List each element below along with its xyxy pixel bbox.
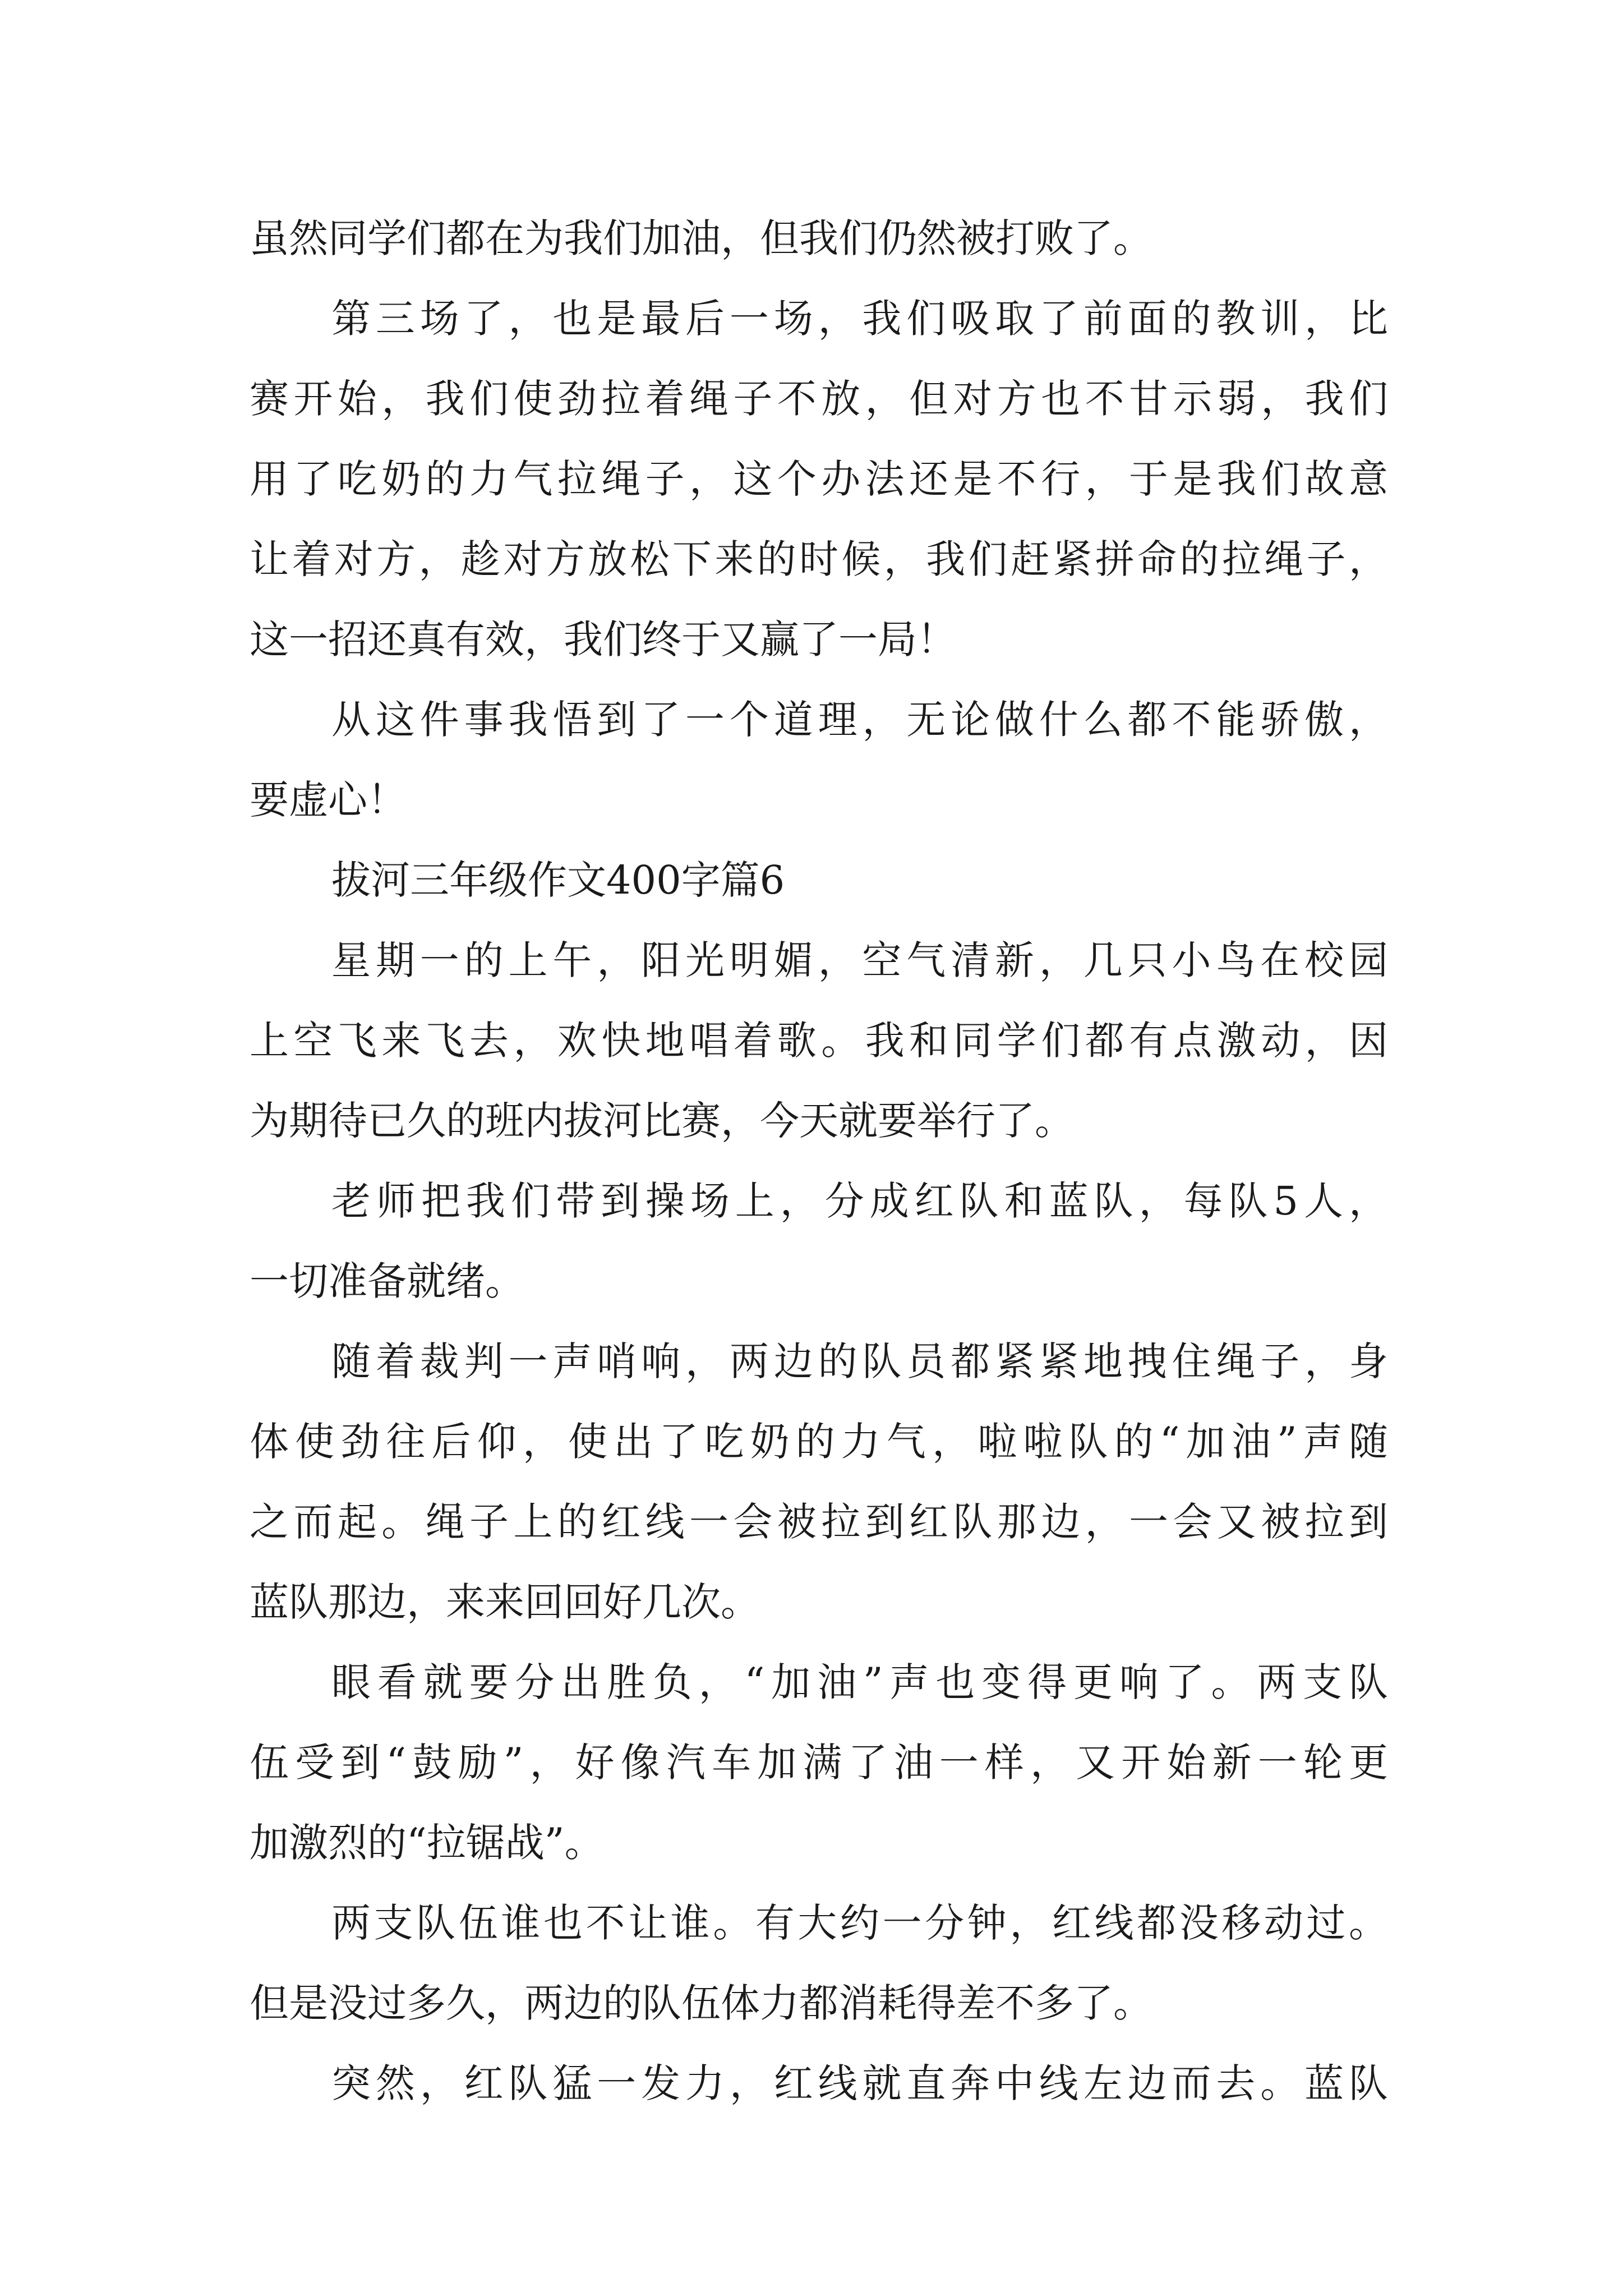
text-line: 眼看就要分出胜负，“加油”声也变得更响了。两支队 [331,1659,1388,1705]
text-line: 之而起。绳子上的红线一会被拉到红队那边，一会又被拉到 [250,1499,1388,1545]
text-line: 蓝队那边，来来回回好几次。 [250,1579,760,1625]
text-line: 体使劲往后仰，使出了吃奶的力气，啦啦队的“加油”声随 [250,1419,1388,1465]
text-line: 随着裁判一声哨响，两边的队员都紧紧地拽住绳子，身 [331,1338,1388,1384]
text-line: 用了吃奶的力气拉绳子，这个办法还是不行，于是我们故意 [250,456,1388,502]
text-line: 赛开始，我们使劲拉着绳子不放，但对方也不甘示弱，我们 [250,376,1388,422]
text-line: 为期待已久的班内拔河比赛，今天就要举行了。 [250,1098,1074,1144]
text-line: 从这件事我悟到了一个道理，无论做什么都不能骄傲， [331,697,1388,743]
text-line: 两支队伍谁也不让谁。有大约一分钟，红线都没移动过。 [331,1900,1388,1946]
text-line: 星期一的上午，阳光明媚，空气清新，几只小鸟在校园 [331,937,1388,983]
text-line: 伍受到“鼓励”，好像汽车加满了油一样，又开始新一轮更 [250,1740,1388,1786]
text-line: 突然，红队猛一发力，红线就直奔中线左边而去。蓝队 [331,2060,1388,2106]
text-line: 让着对方，趁对方放松下来的时候，我们赶紧拼命的拉绳子， [250,536,1388,582]
text-line: 但是没过多久，两边的队伍体力都消耗得差不多了。 [250,1980,1152,2026]
text-line: 第三场了，也是最后一场，我们吸取了前面的教训，比 [331,296,1388,342]
text-line: 要虚心！ [250,777,407,823]
text-line: 老师把我们带到操场上，分成红队和蓝队，每队5人， [331,1178,1388,1224]
text-line: 加激烈的“拉锯战”。 [250,1820,604,1866]
text-line: 上空飞来飞去，欢快地唱着歌。我和同学们都有点激动，因 [250,1018,1388,1064]
section-heading: 拔河三年级作文400字篇6 [331,857,785,903]
text-line: 一切准备就绪。 [250,1258,524,1304]
text-line: 虽然同学们都在为我们加油，但我们仍然被打败了。 [250,215,1152,261]
text-line: 这一招还真有效，我们终于又赢了一局！ [250,616,956,662]
